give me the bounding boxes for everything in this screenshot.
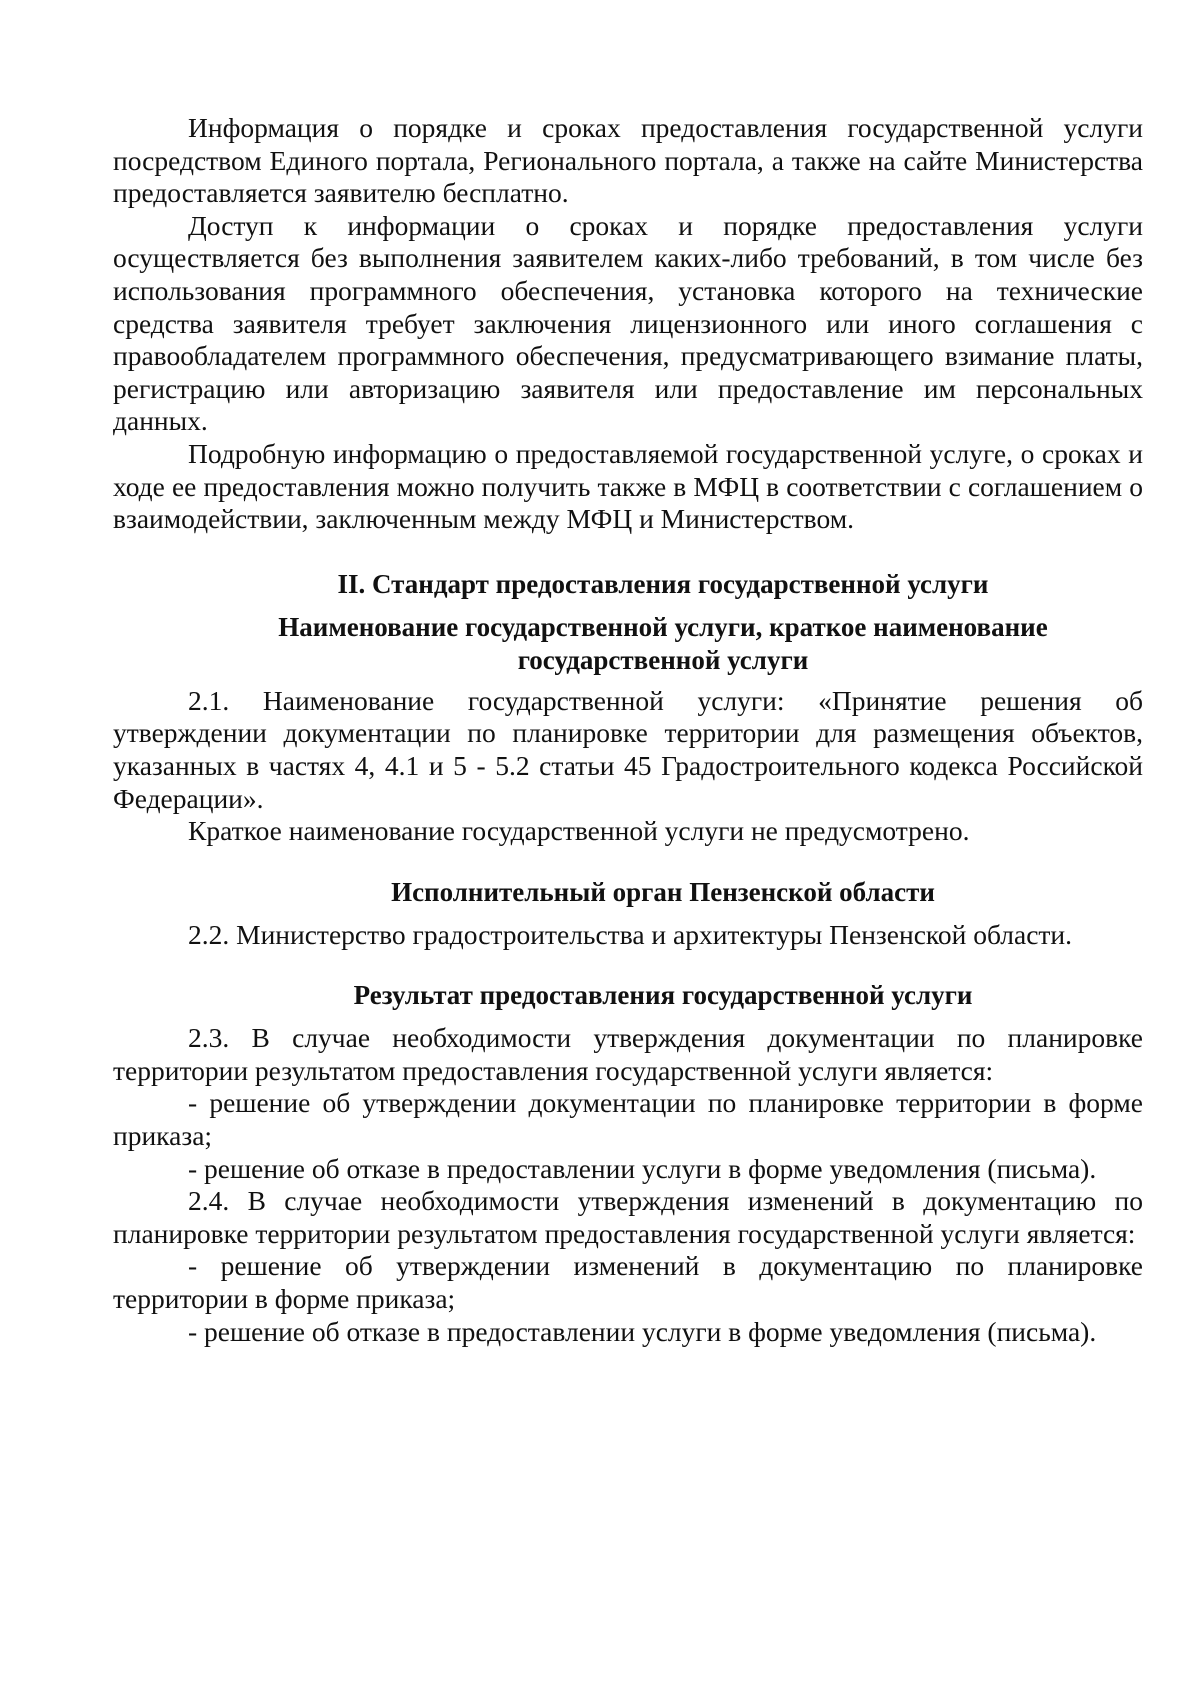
section-title-standard: II. Стандарт предоставления государственной услуги — [337, 568, 989, 599]
subsection-title-result: Результат предоставления государственной услуги — [353, 980, 973, 1011]
paragraph-2-3: 2.3. В случае необходимости утверждения документации по планировке территории результатом предоставления государственной услуги является: — [113, 1022, 1143, 1086]
subsection-title-line1: Наименование государственной услуги, краткое наименование — [278, 611, 1048, 642]
paragraph-mfc-info: Подробную информацию о предоставляемой государственной услуге, о сроках и ходе ее предоставления можно получить также в МФЦ в соответствии с соглашением о взаимодействии, заключенным между МФЦ и Министерством. — [113, 437, 1143, 535]
paragraph-2-1: 2.1. Наименование государственной услуги: «Принятие решения об утверждении документации по планировке территории для размещения объектов, указанных в частях 4, 4.1 и 5 - 5.2 статьи 45 Градостроительного кодекса Российской Федерации». — [113, 684, 1143, 814]
subsection-title-service-name — [113, 611, 1143, 677]
paragraph-2-3-approval: - решение об утверждении документации по планировке территории в форме приказа; — [113, 1087, 1143, 1152]
paragraph-2-4-approval: - решение об утверждении изменений в документацию по планировке территории в форме приказа; — [113, 1250, 1143, 1315]
subsection-title-executive-body: Исполнительный орган Пензенской области — [391, 876, 935, 907]
paragraph-access-info: Доступ к информации о сроках и порядке предоставления услуги осуществляется без выполнения заявителем каких-либо требований, в том числе без использования программного обеспечения, установка которого на технические средства заявителя требует заключения лицензионного или иного соглашения с правообладателем программного обеспечения, предусматривающего взимание платы, регистрацию или авторизацию заявителя или предоставление им персональных данных. — [113, 209, 1143, 437]
paragraph-short-name: Краткое наименование государственной услуги не предусмотрено. — [188, 815, 970, 847]
paragraph-2-3-refusal: - решение об отказе в предоставлении услуги в форме уведомления (письма). — [188, 1152, 1097, 1184]
subsection-title-line2: государственной услуги — [517, 644, 809, 675]
paragraph-2-2: 2.2. Министерство градостроительства и архитектуры Пензенской области. — [188, 918, 1073, 950]
document-page — [113, 112, 1143, 1348]
paragraph-2-4-refusal: - решение об отказе в предоставлении услуги в форме уведомления (письма). — [188, 1315, 1097, 1347]
paragraph-2-4: 2.4. В случае необходимости утверждения изменений в документацию по планировке территории результатом предоставления государственной услуги является: — [113, 1185, 1143, 1249]
paragraph-info-free: Информация о порядке и сроках предоставления государственной услуги посредством Единого портала, Регионального портала, а также на сайте Министерства предоставляется заявителю бесплатно. — [113, 112, 1143, 209]
